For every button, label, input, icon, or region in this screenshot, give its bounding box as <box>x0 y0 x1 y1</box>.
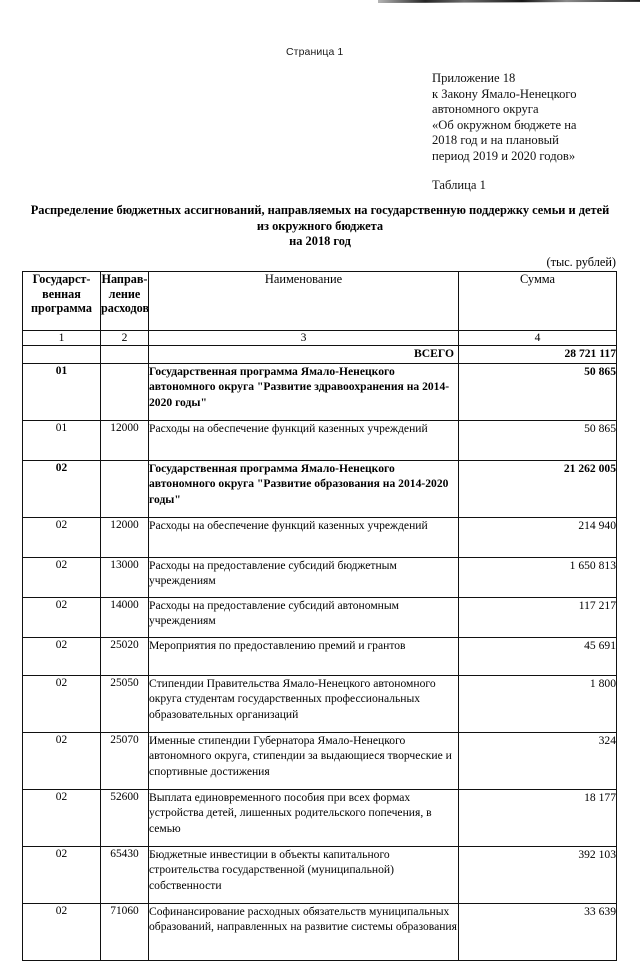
document-title-line-1: Распределение бюджетных ассигнований, направляемых на государственную поддержку семьи и детей <box>30 203 610 217</box>
column-header-program-line-2: венная <box>42 286 81 301</box>
column-number-4: 4 <box>459 331 617 346</box>
cell-direction-code <box>101 461 149 518</box>
cell-direction-code: 14000 <box>101 598 149 638</box>
table-number-label: Таблица 1 <box>432 177 486 192</box>
column-header-program-line-3: программа <box>31 301 92 316</box>
cell-amount: 33 639 <box>459 904 617 961</box>
total-amount: 28 721 117 <box>459 346 617 364</box>
table-row-total <box>23 346 617 364</box>
column-header-name: Наименование <box>149 272 459 331</box>
table-body <box>23 346 617 961</box>
table-head <box>23 272 617 346</box>
cell-program-code: 02 <box>23 518 101 558</box>
table-row <box>23 790 617 847</box>
column-header-sum: Сумма <box>459 272 617 331</box>
column-header-direction-line-2: ление <box>108 286 141 301</box>
cell-name: Государственная программа Ямало-Ненецкого автономного округа "Развитие здравоохранения на 2014-2020 годы" <box>149 364 459 421</box>
appendix-line-3: автономного округа <box>432 102 539 117</box>
total-direction-cell <box>101 346 149 364</box>
column-header-direction-line-3: расходов <box>101 301 150 316</box>
cell-name: Расходы на обеспечение функций казенных учреждений <box>149 518 459 558</box>
cell-program-code: 02 <box>23 598 101 638</box>
cell-program-code: 02 <box>23 790 101 847</box>
cell-name: Именные стипендии Губернатора Ямало-Ненецкого автономного округа, стипендии за выдающиеся творческие и спортивные достижения <box>149 733 459 790</box>
cell-amount: 1 800 <box>459 676 617 733</box>
cell-direction-code: 25070 <box>101 733 149 790</box>
table-row <box>23 676 617 733</box>
cell-direction-code: 13000 <box>101 558 149 598</box>
units-label: (тыс. рублей) <box>546 255 616 269</box>
scan-edge-artifact <box>378 0 640 3</box>
appendix-line-4: «Об окружном бюджете на <box>432 117 577 132</box>
cell-amount: 50 865 <box>459 421 617 461</box>
cell-direction-code: 52600 <box>101 790 149 847</box>
document-title <box>20 203 620 250</box>
appendix-line-2: к Закону Ямало-Ненецкого <box>432 86 577 101</box>
cell-amount: 50 865 <box>459 364 617 421</box>
cell-direction-code <box>101 364 149 421</box>
cell-amount: 45 691 <box>459 638 617 676</box>
cell-amount: 117 217 <box>459 598 617 638</box>
table-row <box>23 461 617 518</box>
column-number-row <box>23 331 617 346</box>
cell-direction-code: 65430 <box>101 847 149 904</box>
cell-program-code: 02 <box>23 733 101 790</box>
table-row <box>23 558 617 598</box>
cell-name: Стипендии Правительства Ямало-Ненецкого автономного округа студентам государственных профессиональных образовательных организаций <box>149 676 459 733</box>
total-label: ВСЕГО <box>149 346 459 364</box>
cell-program-code: 02 <box>23 847 101 904</box>
cell-direction-code: 12000 <box>101 421 149 461</box>
column-header-direction-line-1: Направ- <box>101 272 148 286</box>
cell-name: Бюджетные инвестиции в объекты капитального строительства государственной (муниципальной) собственности <box>149 847 459 904</box>
cell-direction-code: 25050 <box>101 676 149 733</box>
column-number-1: 1 <box>23 331 101 346</box>
cell-program-code: 01 <box>23 364 101 421</box>
cell-amount: 21 262 005 <box>459 461 617 518</box>
appendix-line-6: период 2019 и 2020 годов» <box>432 148 576 163</box>
cell-program-code: 02 <box>23 558 101 598</box>
table-row <box>23 847 617 904</box>
cell-program-code: 02 <box>23 638 101 676</box>
cell-name: Расходы на предоставление субсидий автономным учреждениям <box>149 598 459 638</box>
cell-direction-code: 12000 <box>101 518 149 558</box>
table-row <box>23 904 617 961</box>
table-header-row <box>23 272 617 331</box>
column-number-2: 2 <box>101 331 149 346</box>
cell-amount: 392 103 <box>459 847 617 904</box>
appendix-line-1: Приложение 18 <box>432 71 516 85</box>
budget-allocation-table <box>22 271 617 961</box>
document-title-line-2: из окружного бюджета <box>256 218 384 233</box>
cell-amount: 1 650 813 <box>459 558 617 598</box>
table-row <box>23 638 617 676</box>
cell-amount: 324 <box>459 733 617 790</box>
cell-program-code: 02 <box>23 676 101 733</box>
cell-direction-code: 25020 <box>101 638 149 676</box>
column-number-3: 3 <box>149 331 459 346</box>
table-row <box>23 598 617 638</box>
appendix-reference-block <box>432 71 637 193</box>
document-title-line-3: на 2018 год <box>289 234 351 248</box>
cell-amount: 214 940 <box>459 518 617 558</box>
cell-name: Расходы на обеспечение функций казенных учреждений <box>149 421 459 461</box>
cell-name: Государственная программа Ямало-Ненецкого автономного округа "Развитие образования на 2014-2020 годы" <box>149 461 459 518</box>
cell-program-code: 01 <box>23 421 101 461</box>
table-row <box>23 518 617 558</box>
cell-direction-code: 71060 <box>101 904 149 961</box>
cell-name: Мероприятия по предоставлению премий и грантов <box>149 638 459 676</box>
appendix-line-5: 2018 год и на плановый <box>432 133 559 148</box>
cell-name: Софинансирование расходных обязательств муниципальных образований, направленных на развитие системы образования <box>149 904 459 961</box>
table-row <box>23 364 617 421</box>
table-row <box>23 733 617 790</box>
column-header-program <box>23 272 101 331</box>
cell-name: Выплата единовременного пособия при всех формах устройства детей, лишенных родительского попечения, в семью <box>149 790 459 847</box>
total-program-cell <box>23 346 101 364</box>
page-number-label: Страница 1 <box>286 46 344 58</box>
cell-program-code: 02 <box>23 461 101 518</box>
cell-name: Расходы на предоставление субсидий бюджетным учреждениям <box>149 558 459 598</box>
cell-program-code: 02 <box>23 904 101 961</box>
cell-amount: 18 177 <box>459 790 617 847</box>
column-header-direction <box>101 272 149 331</box>
table-row <box>23 421 617 461</box>
column-header-program-line-1: Государст- <box>32 272 91 286</box>
